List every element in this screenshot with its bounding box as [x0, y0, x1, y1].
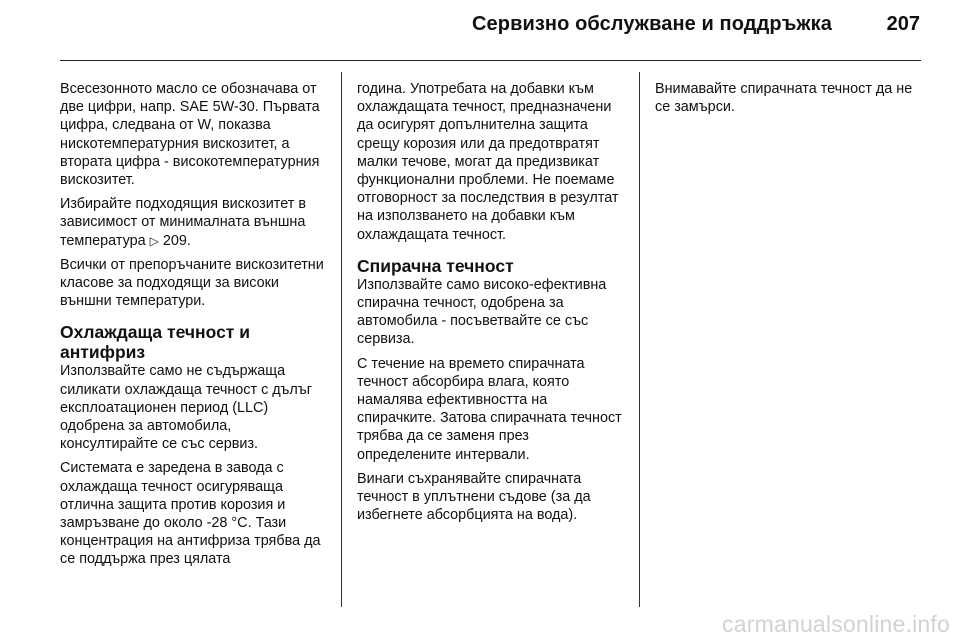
header-rule: [60, 60, 921, 61]
paragraph-coolant-additives: година. Употребата на добавки към охлаждащата течност, предназначени да осигурят допълнителна защита срещу корозия или да предотвратят малки течове, могат да предизвикат функционални проблеми. Не поемаме отговорност за последствия в резултат на използването на добавки към охлаждащата течност.: [357, 81, 619, 243]
page-number: 207: [886, 13, 920, 35]
paragraph-multigrade-oil: Всесезонното масло се обозначава от две цифри, напр. SAE 5W-30. Първата цифра, следвана от W, показва нискотемпературния вискозитет, а втората цифра - високотемпературния вискозитет.: [60, 81, 320, 189]
paragraph-brake-fluid-contamination: Внимавайте спирачната течност да не се замърси.: [655, 81, 913, 116]
paragraph-viscosity-classes: Всички от препоръчаните вискозитетни класове за подходящи за високи външни температури.: [60, 256, 324, 310]
section-heading-brake-fluid: Спирачна течност: [357, 255, 514, 276]
page-reference-arrow-icon: ▷: [149, 233, 159, 248]
paragraph-brake-fluid-approved: Използвайте само високо-ефективна спирачна течност, одобрена за автомобила - посъветвайте се със сервиза.: [357, 276, 607, 348]
paragraph-brake-fluid-storage: Винаги съхранявайте спирачната течност в уплътнени съдове (за да избегнете абсорбцията на вода).: [357, 470, 591, 524]
paragraph-text: Избирайте подходящия вискозитет в зависимост от минималната външна температура: [60, 196, 306, 249]
page-header: [0, 0, 960, 62]
text-column-1: [60, 80, 328, 575]
paragraph-choose-viscosity: [60, 195, 328, 250]
page-reference-link[interactable]: 209.: [162, 232, 191, 249]
text-column-2: [357, 80, 625, 530]
page-title: Сервизно обслужване и поддръжка: [472, 13, 832, 35]
paragraph-brake-fluid-moisture: С течение на времето спирачната течност абсорбира влага, която намалява ефективността на спирачките. Затова спирачната течност трябва да се заменя през определените интервали.: [357, 355, 622, 463]
section-heading-coolant: Охлаждаща течност и антифриз: [60, 322, 250, 363]
column-divider: [639, 72, 640, 607]
column-divider: [341, 72, 342, 607]
paragraph-coolant-llc: Използвайте само не съдържаща силикати охлаждаща течност с дълъг експлоатационен период (LLC) одобрена за автомобила, консултирайте се със сервиз.: [60, 363, 312, 453]
paragraph-coolant-factory: Системата е заредена в завода с охлаждаща течност осигуряваща отлична защита против корозия и замръзване до около -28 °C. Тази концентрация на антифриза трябва да се поддържа през цялата: [60, 460, 321, 568]
text-column-3: [655, 80, 923, 122]
watermark: carmanualsonline.info: [722, 611, 950, 637]
